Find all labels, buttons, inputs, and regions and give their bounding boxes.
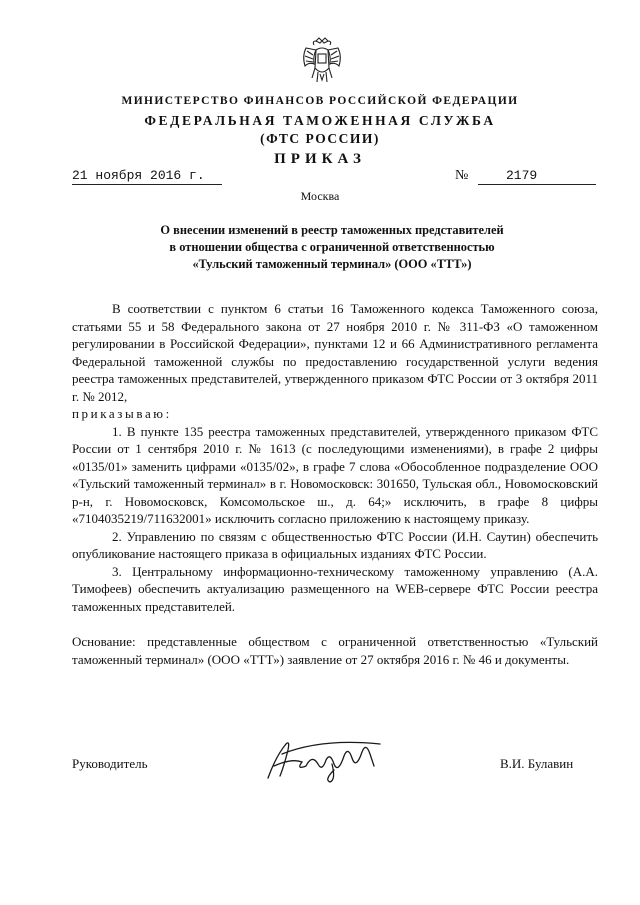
- signer-role: Руководитель: [72, 756, 148, 771]
- ministry-name: МИНИСТЕРСТВО ФИНАНСОВ РОССИЙСКОЙ ФЕДЕРАЦИИ: [121, 95, 519, 107]
- service-short-name: (ФТС РОССИИ): [260, 131, 380, 146]
- russian-coat-of-arms-icon: [300, 36, 344, 88]
- signer-name: В.И. Булавин: [500, 756, 574, 771]
- order-item-2: 2. Управлению по связям с общественностью ФТС России (И.Н. Саутин) обеспечить опубликование настоящего приказа в официальных изданиях ФТС России.: [72, 528, 598, 561]
- title-line: «Тульский таможенный терминал» (ООО «ТТТ»): [192, 257, 472, 271]
- basis-paragraph: Основание: представленные обществом с ограниченной ответственностью «Тульский таможенный терминал» (ООО «ТТТ») заявление от 27 октября 2016 г. № 46 и документы.: [72, 634, 598, 667]
- title-line: О внесении изменений в реестр таможенных представителей: [160, 223, 504, 237]
- order-item-1: 1. В пункте 135 реестра таможенных представителей, утвержденного приказом ФТС России от 1 сентября 2010 г. № 1613 (с последующими изменениями), в графе 2 цифры «0135/01» заменить цифрами «0135/02», в графе 7 слова «Обособленное подразделение ООО «Тульский таможенный терминал» в г. Новомосковск: 301650, Тульская обл., Новомосковский р-н, г. Новомосковск, Комсомольское ш., д. 64;» исключить, в графе 8 цифры «7104035219/711632001» исключить согласно приложению к настоящему приказу.: [72, 423, 598, 526]
- order-word: приказываю:: [72, 406, 172, 421]
- city: Москва: [300, 189, 340, 203]
- order-item-3: 3. Центральному информационно-техническому таможенному управлению (А.А. Тимофеев) обеспечить актуализацию размещенного на WEB-сервере ФТС России реестра таможенных представителей.: [72, 563, 598, 614]
- order-number: 2179: [478, 168, 596, 185]
- handwritten-signature: [262, 736, 392, 784]
- preamble-paragraph: В соответствии с пунктом 6 статьи 16 Таможенного кодекса Таможенного союза, статьями 55 и 58 Федерального закона от 27 ноября 2010 г. № 311-ФЗ «О таможенном регулировании в Российской Федерации», пунктами 12 и 66 Административного регламента Федеральной таможенной службы по предоставлению государственной услуги ведения реестра таможенных представителей, утвержденного приказом ФТС России от 3 октября 2011 г. № 2012,: [72, 301, 598, 404]
- order-body: [72, 300, 598, 668]
- document-type: ПРИКАЗ: [274, 151, 366, 167]
- order-title: [70, 222, 594, 273]
- title-line: в отношении общества с ограниченной ответственностью: [169, 240, 495, 254]
- service-name: ФЕДЕРАЛЬНАЯ ТАМОЖЕННАЯ СЛУЖБА: [144, 113, 496, 128]
- number-sign: №: [455, 168, 469, 183]
- order-date: 21 ноября 2016 г.: [72, 168, 222, 185]
